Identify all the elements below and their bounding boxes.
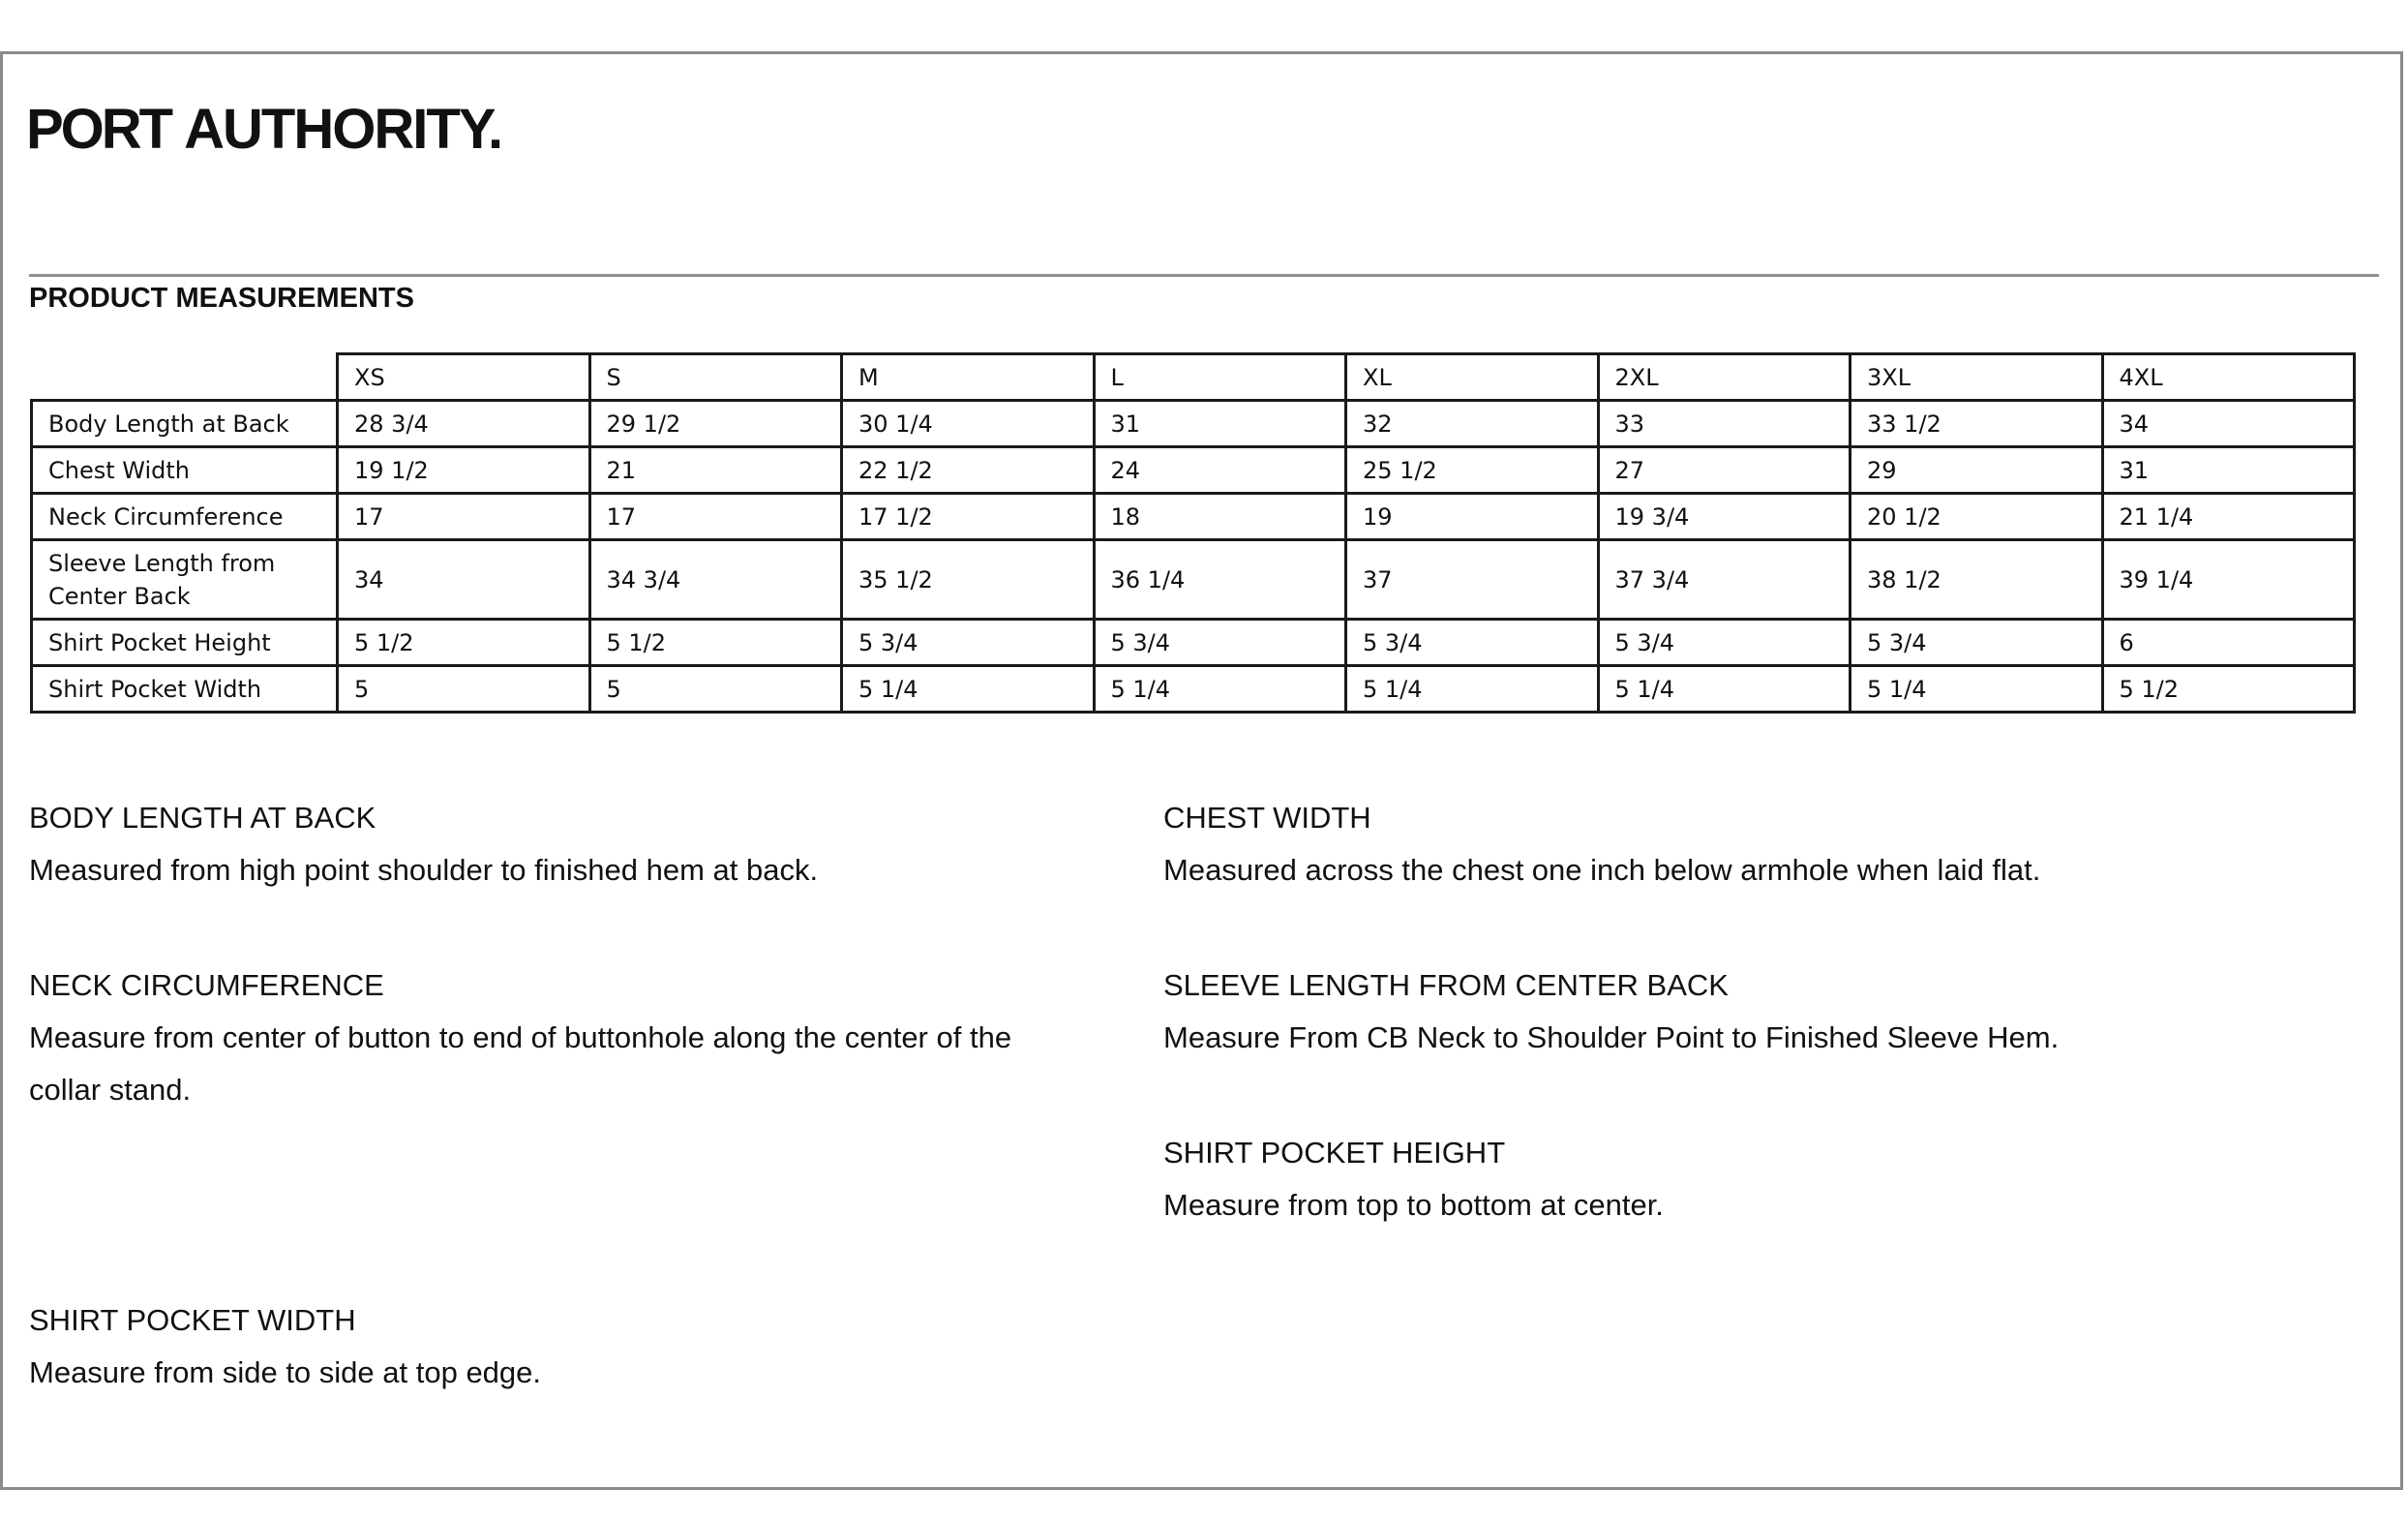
definition-body-length <box>29 792 1132 897</box>
table-row <box>32 666 2355 713</box>
row-label: Neck Circumference <box>32 494 338 540</box>
table-row <box>32 540 2355 620</box>
table-row <box>32 401 2355 447</box>
table-cell: 33 1/2 <box>1851 401 2103 447</box>
table-cell: 5 <box>589 666 842 713</box>
definition-title: CHEST WIDTH <box>1163 801 1371 835</box>
definition-title: NECK CIRCUMFERENCE <box>29 968 384 1002</box>
row-label: Shirt Pocket Width <box>32 666 338 713</box>
definition-text: Measured across the chest one inch below armhole when laid flat. <box>1163 853 2041 887</box>
table-row <box>32 620 2355 666</box>
table-cell: 21 <box>589 447 842 494</box>
table-cell: 5 1/2 <box>338 620 590 666</box>
size-header: 3XL <box>1851 354 2103 401</box>
table-cell: 17 <box>589 494 842 540</box>
table-cell: 17 1/2 <box>842 494 1095 540</box>
measurements-table <box>30 352 2356 714</box>
table-cell: 34 <box>338 540 590 620</box>
size-header: L <box>1094 354 1346 401</box>
table-cell: 31 <box>1094 401 1346 447</box>
table-cell: 5 <box>338 666 590 713</box>
size-header: S <box>589 354 842 401</box>
table-cell: 20 1/2 <box>1851 494 2103 540</box>
logo-text-first: PORT <box>26 98 171 161</box>
table-cell: 33 <box>1598 401 1851 447</box>
table-cell: 5 3/4 <box>1346 620 1599 666</box>
definition-text: Measure from center of button to end of buttonhole along the center of the collar stand. <box>29 1020 1012 1107</box>
table-row <box>32 447 2355 494</box>
size-header: 4XL <box>2102 354 2355 401</box>
definition-title: BODY LENGTH AT BACK <box>29 801 376 835</box>
definition-neck <box>29 959 1065 1116</box>
table-cell: 29 <box>1851 447 2103 494</box>
measurement-definitions <box>29 792 2379 1412</box>
section-title: PRODUCT MEASUREMENTS <box>29 283 414 314</box>
table-cell: 5 1/2 <box>589 620 842 666</box>
table-cell: 5 3/4 <box>1598 620 1851 666</box>
row-label: Body Length at Back <box>32 401 338 447</box>
size-header: 2XL <box>1598 354 1851 401</box>
table-cell: 28 3/4 <box>338 401 590 447</box>
table-cell: 37 3/4 <box>1598 540 1851 620</box>
table-cell: 6 <box>2102 620 2355 666</box>
definition-title: SLEEVE LENGTH FROM CENTER BACK <box>1163 968 1729 1002</box>
logo-text-second: AUTHORITY. <box>184 98 502 161</box>
table-cell: 19 3/4 <box>1598 494 1851 540</box>
table-cell: 5 1/2 <box>2102 666 2355 713</box>
table-cell: 18 <box>1094 494 1346 540</box>
table-cell: 19 <box>1346 494 1599 540</box>
table-cell: 5 1/4 <box>842 666 1095 713</box>
definition-pocket-height <box>1163 1127 2267 1231</box>
row-label: Sleeve Length from Center Back <box>32 540 338 620</box>
table-cell: 21 1/4 <box>2102 494 2355 540</box>
size-header: XS <box>338 354 590 401</box>
table-cell: 5 1/4 <box>1346 666 1599 713</box>
definition-text: Measured from high point shoulder to finished hem at back. <box>29 853 819 887</box>
definition-title: SHIRT POCKET HEIGHT <box>1163 1136 1506 1170</box>
table-cell: 5 1/4 <box>1851 666 2103 713</box>
header-divider <box>29 274 2379 277</box>
table-cell: 25 1/2 <box>1346 447 1599 494</box>
table-cell: 37 <box>1346 540 1599 620</box>
brand-logo <box>26 97 501 162</box>
table-cell: 31 <box>2102 447 2355 494</box>
table-cell: 38 1/2 <box>1851 540 2103 620</box>
table-cell: 24 <box>1094 447 1346 494</box>
table-cell: 5 3/4 <box>842 620 1095 666</box>
size-header-row <box>32 354 2355 401</box>
table-cell: 5 1/4 <box>1598 666 1851 713</box>
definition-sleeve <box>1163 959 2267 1064</box>
definition-text: Measure From CB Neck to Shoulder Point to Finished Sleeve Hem. <box>1163 1020 2060 1054</box>
row-label: Chest Width <box>32 447 338 494</box>
table-cell: 22 1/2 <box>842 447 1095 494</box>
size-header: XL <box>1346 354 1599 401</box>
header-corner-cell <box>32 354 338 401</box>
definition-title: SHIRT POCKET WIDTH <box>29 1303 356 1337</box>
row-label: Shirt Pocket Height <box>32 620 338 666</box>
table-row <box>32 494 2355 540</box>
definition-text: Measure from side to side at top edge. <box>29 1355 542 1389</box>
table-cell: 39 1/4 <box>2102 540 2355 620</box>
table-cell: 36 1/4 <box>1094 540 1346 620</box>
table-cell: 5 3/4 <box>1094 620 1346 666</box>
table-cell: 34 3/4 <box>589 540 842 620</box>
table-cell: 27 <box>1598 447 1851 494</box>
table-cell: 17 <box>338 494 590 540</box>
size-header: M <box>842 354 1095 401</box>
table-cell: 32 <box>1346 401 1599 447</box>
definition-text: Measure from top to bottom at center. <box>1163 1188 1664 1222</box>
table-cell: 19 1/2 <box>338 447 590 494</box>
table-cell: 34 <box>2102 401 2355 447</box>
table-cell: 5 1/4 <box>1094 666 1346 713</box>
table-cell: 29 1/2 <box>589 401 842 447</box>
table-cell: 5 3/4 <box>1851 620 2103 666</box>
definition-chest-width <box>1163 792 2267 897</box>
table-cell: 35 1/2 <box>842 540 1095 620</box>
table-cell: 30 1/4 <box>842 401 1095 447</box>
definition-pocket-width <box>29 1294 1132 1399</box>
